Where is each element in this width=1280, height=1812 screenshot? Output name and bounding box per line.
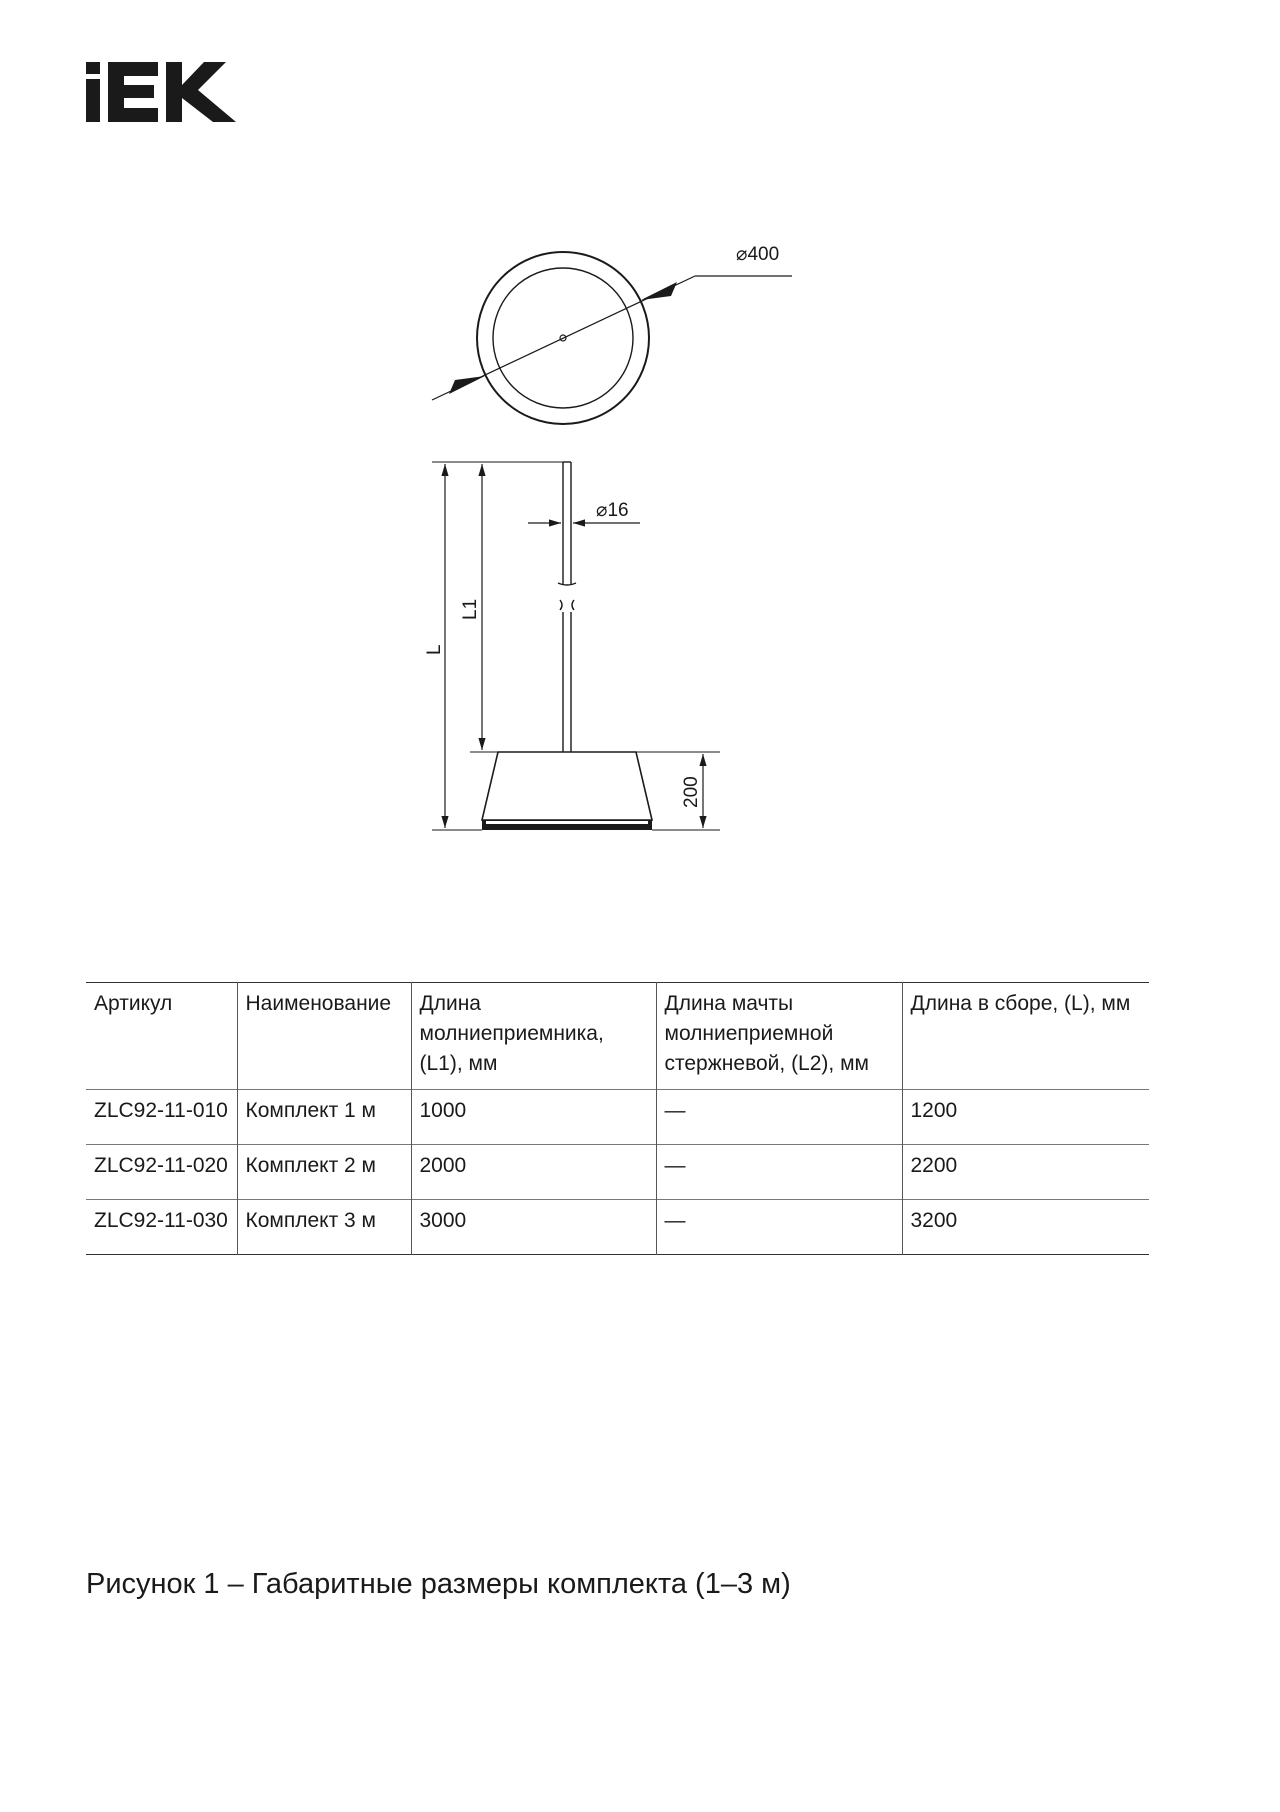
table-row	[86, 1200, 1149, 1255]
figure-caption: Рисунок 1 – Габаритные размеры комплекта (1–3 м)	[86, 1568, 791, 1600]
cell-article: ZLC92-11-020	[94, 1154, 228, 1177]
cell-l: 1200	[902, 1090, 1149, 1145]
cell-l: 3200	[902, 1200, 1149, 1255]
header-article: Артикул	[94, 992, 173, 1015]
table-header-row	[86, 983, 1149, 1090]
cell-article: ZLC92-11-030	[94, 1209, 228, 1232]
dim-L1-label: L1	[460, 598, 481, 620]
header-length-l1: Длина молниеприемника, (L1), мм	[411, 983, 656, 1090]
cell-l2: —	[656, 1145, 902, 1200]
spec-table	[86, 982, 1149, 1255]
cell-name: Комплект 1 м	[237, 1090, 411, 1145]
diameter-top-label: ⌀400	[736, 244, 780, 265]
header-length-l2: Длина мачты молниеприемной стержневой, (L2), мм	[656, 983, 902, 1090]
arrow-left	[449, 376, 485, 394]
cell-l2: —	[656, 1200, 902, 1255]
arrow-right	[641, 282, 677, 300]
cell-l1: 2000	[411, 1145, 656, 1200]
dim-L-label: L	[424, 644, 445, 655]
top-view	[432, 252, 792, 424]
cell-l: 2200	[902, 1145, 1149, 1200]
dim-base-label: 200	[681, 776, 702, 808]
header-name: Наименование	[237, 983, 411, 1090]
dimension-drawing	[0, 0, 1280, 860]
cell-article: ZLC92-11-010	[94, 1099, 228, 1122]
cell-l2: —	[656, 1090, 902, 1145]
table-row	[86, 1145, 1149, 1200]
header-length-l: Длина в сборе, (L), мм	[902, 983, 1149, 1090]
diameter-rod-label: ⌀16	[596, 500, 629, 521]
side-view	[432, 462, 720, 830]
cell-l1: 3000	[411, 1200, 656, 1255]
cell-l1: 1000	[411, 1090, 656, 1145]
cell-name: Комплект 2 м	[237, 1145, 411, 1200]
cell-name: Комплект 3 м	[237, 1200, 411, 1255]
table-row	[86, 1090, 1149, 1145]
